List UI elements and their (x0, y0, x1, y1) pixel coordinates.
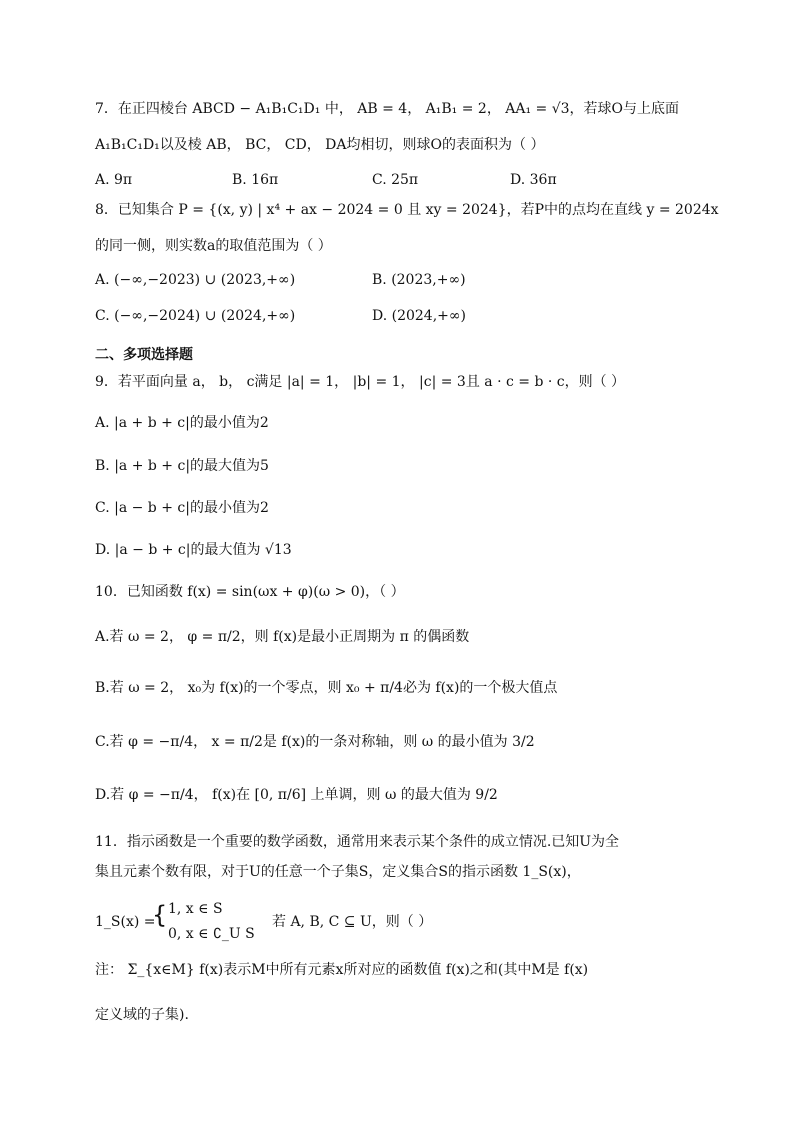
q9-option-b: B. |a + b + c|的最大值为5 (95, 458, 269, 474)
section-heading-multiple-choice: 二、多项选择题 (95, 347, 193, 363)
q11-line-1: 11．指示函数是一个重要的数学函数，通常用来表示某个条件的成立情况.已知U为全 (95, 834, 620, 850)
q10-option-b: B.若 ω = 2， x₀为 f(x)的一个零点，则 x₀ + π/4必为 f(x)的一个极大值点 (95, 680, 558, 696)
q7-line-2: A₁B₁C₁D₁以及棱 AB， BC， CD， DA均相切，则球O的表面积为（ ） (95, 137, 545, 153)
q10-stem: 10．已知函数 f(x) = sin(ωx + φ)(ω > 0)，（ ） (95, 584, 405, 600)
q11-brace: { (152, 901, 168, 929)
q9-option-d: D. |a − b + c|的最大值为 √13 (95, 542, 292, 558)
q11-case-2: 0, x ∈ ∁_U S (168, 926, 255, 942)
q7-option-d: D. 36π (510, 172, 557, 188)
q8-line-2: 的同一侧，则实数a的取值范围为（ ） (95, 238, 332, 254)
q9-option-c: C. |a − b + c|的最小值为2 (95, 500, 269, 516)
q10-option-d: D.若 φ = −π/4， f(x)在 [0, π/6] 上单调，则 ω 的最大值为 9/2 (95, 787, 498, 803)
q7-option-a: A. 9π (95, 172, 133, 188)
q8-line-1: 8．已知集合 P = {(x, y) | x⁴ + ax − 2024 = 0 且 xy = 2024}，若P中的点均在直线 y = 2024x (95, 202, 719, 218)
q11-note-2: 定义域的子集). (95, 1007, 189, 1023)
q7-option-c: C. 25π (372, 172, 419, 188)
q11-def-lhs: 1_S(x) = (95, 914, 156, 930)
q7-line-1: 7．在正四棱台 ABCD − A₁B₁C₁D₁ 中， AB = 4， A₁B₁ = 2， AA₁ = √3，若球O与上底面 (95, 101, 680, 117)
q8-option-c: C. (−∞,−2024) ∪ (2024,+∞) (95, 308, 296, 324)
q9-option-a: A. |a + b + c|的最小值为2 (95, 415, 269, 431)
q10-option-a: A.若 ω = 2， φ = π/2，则 f(x)是最小正周期为 π 的偶函数 (95, 629, 470, 645)
q11-case-1: 1, x ∈ S (168, 901, 223, 917)
q8-option-a: A. (−∞,−2023) ∪ (2023,+∞) (95, 272, 296, 288)
q8-option-d: D. (2024,+∞) (372, 308, 467, 324)
q11-def-tail: 若 A, B, C ⊆ U，则（ ） (272, 914, 433, 930)
q10-option-c: C.若 φ = −π/4， x = π/2是 f(x)的一条对称轴，则 ω 的最小值为 3/2 (95, 734, 535, 750)
q9-stem: 9．若平面向量 a， b， c满足 |a| = 1， |b| = 1， |c| = 3且 a · c = b · c，则（ ） (95, 374, 626, 390)
q11-note-1: 注： Σ_{x∈M} f(x)表示M中所有元素x所对应的函数值 f(x)之和(其中M是 f(x) (95, 962, 589, 978)
q11-line-2: 集且元素个数有限，对于U的任意一个子集S，定义集合S的指示函数 1_S(x)， (95, 864, 581, 880)
q8-option-b: B. (2023,+∞) (372, 272, 466, 288)
q7-option-b: B. 16π (232, 172, 279, 188)
